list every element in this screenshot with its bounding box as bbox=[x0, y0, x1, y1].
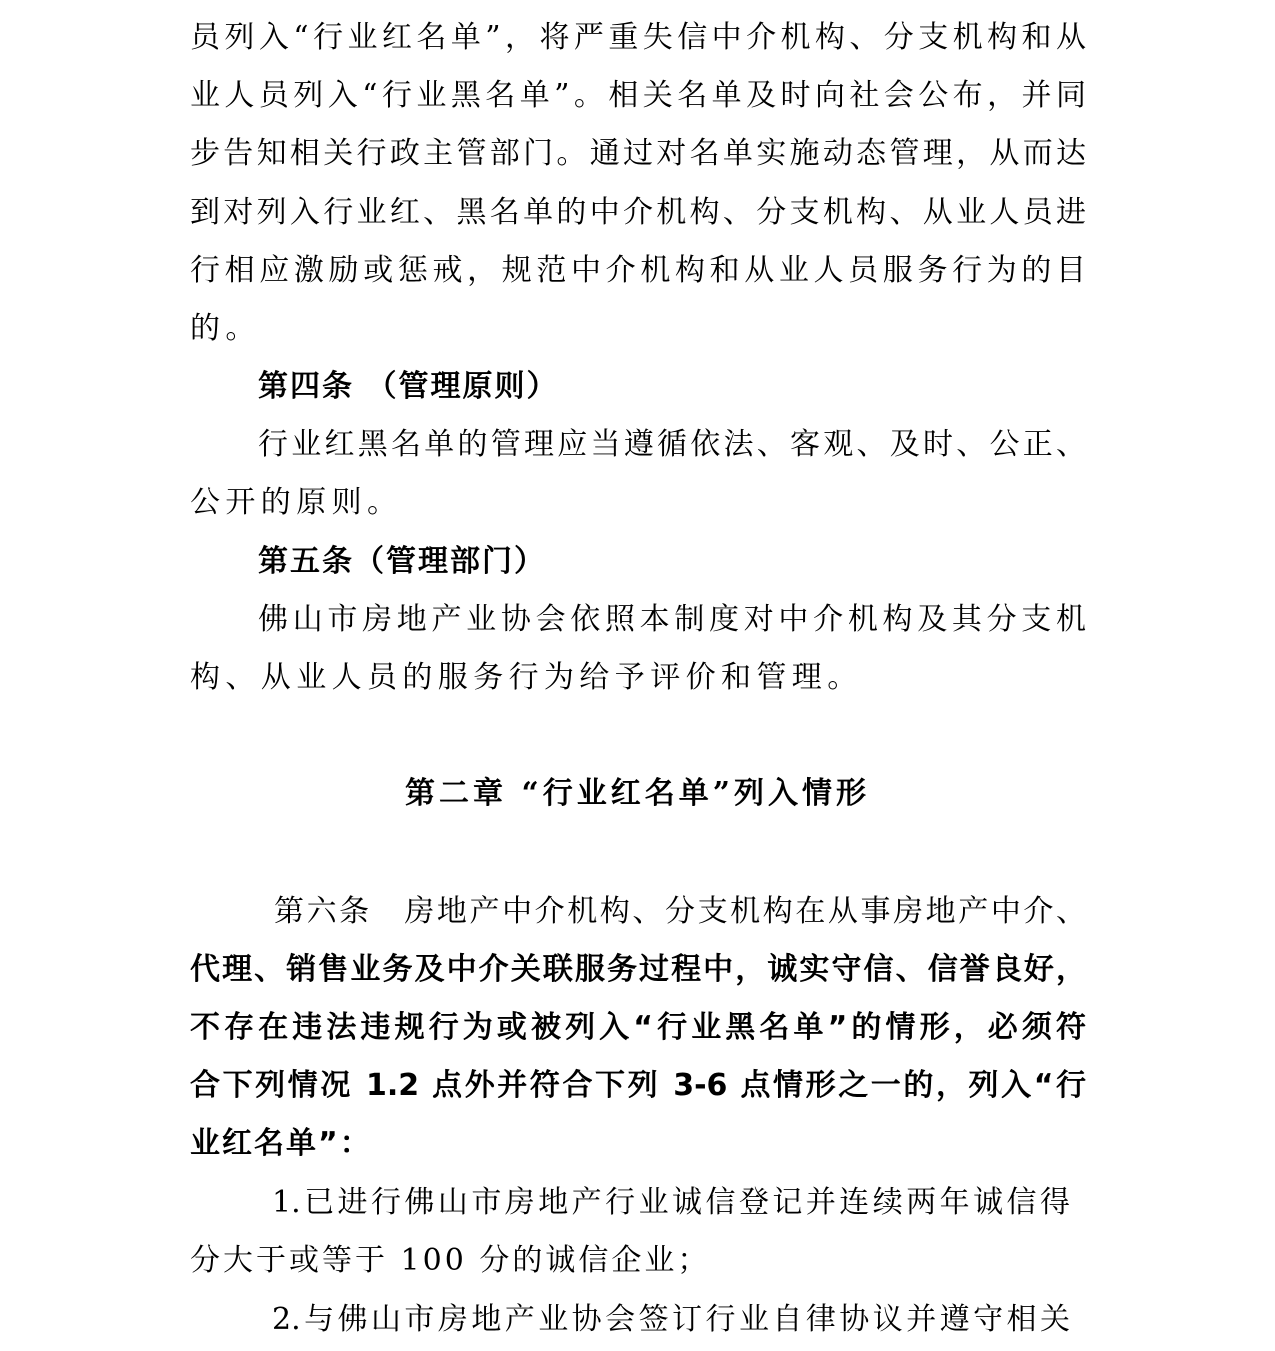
article-line: 构、从业人员的服务行为给予评价和管理。 bbox=[190, 660, 863, 695]
paragraph-line: 步告知相关行政主管部门。通过对名单实施动态管理，从而达 bbox=[190, 136, 1086, 171]
article-line: 代理、销售业务及中介关联服务过程中，诚实守信、信誉良好， bbox=[190, 952, 1086, 987]
article-line: 行业红黑名单的管理应当遵循依法、客观、及时、公正、 bbox=[258, 427, 1086, 462]
paragraph-line: 行相应激励或惩戒，规范中介机构和从业人员服务行为的目 bbox=[190, 253, 1086, 288]
article-line: 第六条 房地产中介机构、分支机构在从事房地产中介、 bbox=[274, 894, 1086, 929]
list-item-line: 分大于或等于 100 分的诚信企业； bbox=[190, 1243, 711, 1278]
article-line: 合下列情况 1.2 点外并符合下列 3-6 点情形之一的，列入“行 bbox=[190, 1068, 1086, 1103]
list-item-line: 2.与佛山市房地产业协会签订行业自律协议并遵守相关 bbox=[272, 1302, 1070, 1337]
article-line: 佛山市房地产业协会依照本制度对中介机构及其分支机 bbox=[258, 602, 1086, 637]
article-heading: 第四条 （管理原则） bbox=[258, 369, 559, 404]
paragraph-line: 业人员列入“行业黑名单”。相关名单及时向社会公布，并同 bbox=[190, 78, 1086, 113]
article-line: 业红名单”： bbox=[190, 1126, 372, 1161]
article-heading: 第五条（管理部门） bbox=[258, 544, 546, 579]
paragraph-line: 员列入“行业红名单”，将严重失信中介机构、分支机构和从 bbox=[190, 20, 1086, 55]
paragraph-line: 的。 bbox=[190, 311, 261, 346]
article-line: 公开的原则。 bbox=[190, 485, 403, 520]
paragraph-line: 到对列入行业红、黑名单的中介机构、分支机构、从业人员进 bbox=[190, 195, 1086, 230]
article-line: 不存在违法违规行为或被列入“行业黑名单”的情形，必须符 bbox=[190, 1010, 1086, 1045]
chapter-title: 第二章 “行业红名单”列入情形 bbox=[405, 776, 870, 811]
list-item-line: 1.已进行佛山市房地产行业诚信登记并连续两年诚信得 bbox=[272, 1185, 1070, 1220]
